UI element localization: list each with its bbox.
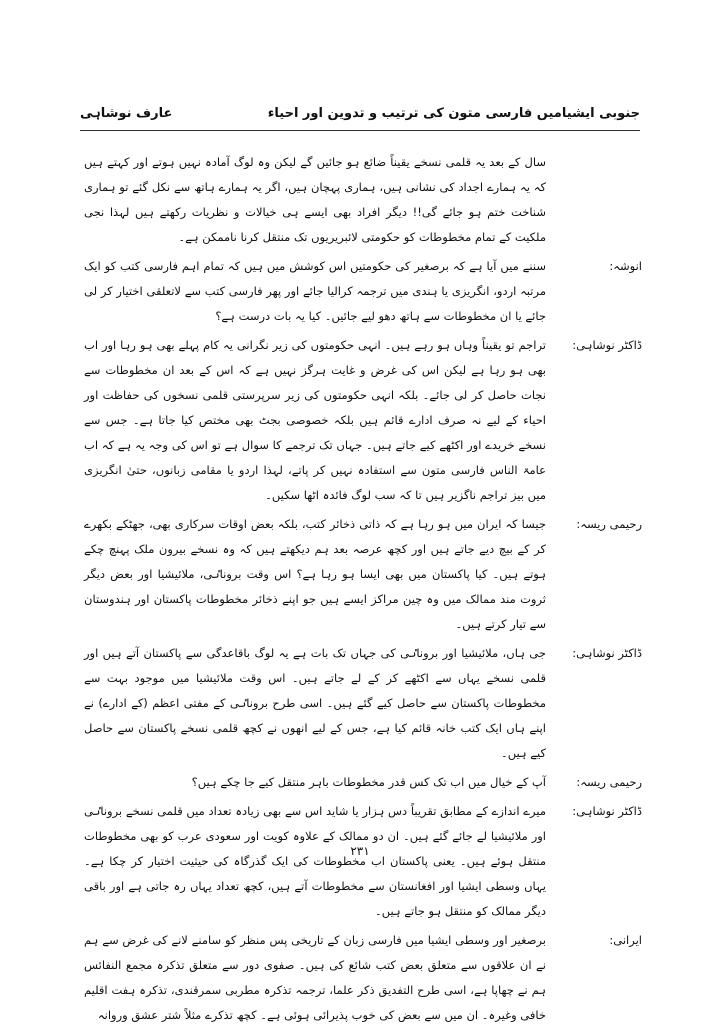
interview-entry	[84, 770, 642, 795]
paragraph-text: سال کے بعد یہ قلمی نسخے یقیناً ضائع ہو جائیں گے لیکن وہ لوگ آمادہ نہیں ہوتے اور کہتے ہیں کہ یہ ہمارے اجداد کی نشانی ہیں، ہماری پہچان ہیں، اگر یہ ہمارے ہاتھ سے نکل گئے تو ہماری شناخت ختم ہو جائے گی!! دیگر افراد بھی ایسے ہی خیالات و نظریات رکھتے ہیں لہذا نجی ملکیت کے تمام مخطوطات کو حکومتی لائبریریوں تک منتقل کرنا ناممکن ہے۔	[84, 155, 546, 244]
speaker-label: رحیمی ریسہ:	[576, 775, 642, 789]
running-title: جنوبی ایشیامیں فارسی متون کی ترتیب و تدوین اور احیاء	[267, 106, 640, 121]
interview-entry	[84, 928, 642, 1028]
paragraph-text: جی ہاں، ملائیشیا اور بروناٸی کی جہاں تک بات ہے یہ لوگ باقاعدگی سے پاکستان آتے ہیں اور قلمی نسخے یہاں سے اکٹھے کر کے لے جاتے ہیں۔ اس وقت ملائیشیا میں موجود بہت سے مخطوطات پاکستان سے حاصل کیے گئے ہیں۔ اسی طرح بروناٸی کے مفتی اعظم (کے ادارے) نے اپنے ہاں ایک کتب خانہ قائم کیا ہے، جس کے لیے انھوں نے کچھ قلمی نسخے پاکستان سے حاصل کیے ہیں۔	[84, 646, 546, 760]
speaker-label: رحیمی ریسہ:	[576, 517, 642, 531]
speaker-label: ڈاکٹر نوشاہی:	[572, 338, 642, 352]
interview-entry	[84, 799, 642, 924]
interview-entry	[84, 333, 642, 508]
paragraph-continuation	[84, 150, 642, 250]
header-rule	[80, 130, 640, 131]
running-author: عارف نوشاہی	[80, 106, 173, 121]
speaker-label: ڈاکٹر نوشاہی:	[572, 804, 642, 818]
speaker-label: ڈاکٹر نوشاہی:	[572, 646, 642, 660]
paragraph-text: میرے اندازے کے مطابق تقریباً دس ہزار یا شاید اس سے بھی زیادہ تعداد میں قلمی نسخے بروناٸی اور ملائیشیا لے جائے گئے ہیں۔ ان دو ممالک کے علاوہ کویت اور سعودی عرب کو بھی مخطوطات منتقل ہوئے ہیں۔ یعنی پاکستان اب مخطوطات کی ایک گذرگاہ کی حیثیت اختیار کر چکا ہے۔ یہاں وسطی ایشیا اور افغانستان سے مخطوطات آتے ہیں، کچھ تعداد یہاں رہ جاتی ہے اور باقی دیگر ممالک کو منتقل ہو جاتے ہیں۔	[84, 804, 546, 918]
interview-body	[84, 150, 642, 1032]
paragraph-text: برصغیر اور وسطی ایشیا میں فارسی زبان کے تاریخی پس منظر کو سامنے لانے کی غرض سے ہم نے ان علاقوں سے متعلق بعض کتب شائع کی ہیں۔ صفوی دور سے متعلق تذکرہ مجمع النفائس ہم نے چھاپا ہے، اسی طرح التفدیق ذکر علما، ترجمہ تذکرہ مطربی سمرقندی، تذکرہ ہفت اقلیم خافی وغیرہ۔ ان میں سے بعض کی خوب پذیرائی ہوئی ہے۔ کچھ تذکرے مثلاً شتر عشق وروانہ	[84, 933, 546, 1022]
speaker-label: ایرانی:	[609, 933, 642, 947]
paragraph-text: جیسا کہ ایران میں ہو رہا ہے کہ ذاتی ذخائر کتب، بلکہ بعض اوقات سرکاری بھی، جھٹکے بکھرے کر کے بیچ دیے جاتے ہیں اور کچھ عرصہ بعد ہم دیکھتے ہیں کہ وہ نسخے بیرون ملک پہنچ چکے ہوتے ہیں۔ کیا پاکستان میں بھی ایسا ہو رہا ہے؟ اس وقت بروناٸی، ملائیشیا اور بعض دیگر ثروت مند ممالک میں وہ چین مراکز ایسے ہیں جو اپنے ذخائر مخطوطات پاکستان اور ہندوستان سے تیار کرتے ہیں۔	[84, 517, 546, 631]
interview-entry	[84, 641, 642, 766]
interview-entry	[84, 512, 642, 637]
paragraph-text: آپ کے خیال میں اب تک کس قدر مخطوطات باہر منتقل کیے جا چکے ہیں؟	[191, 775, 546, 789]
page-number: ۲۳۱	[350, 844, 370, 858]
interview-entry	[84, 254, 642, 329]
speaker-label: انوشہ:	[609, 259, 642, 273]
paragraph-text: سننے میں آیا ہے کہ برصغیر کی حکومتیں اس کوشش میں ہیں کہ تمام اہم فارسی کتب کو ایک مرتبہ اردو، انگریزی یا ہندی میں ترجمہ کرالیا جائے اور پھر فارسی کتب سے لاتعلقی اختیار کر لی جائے یا ان مخطوطات سے ہاتھ دھو لیے جائیں۔ کیا یہ بات درست ہے؟	[84, 259, 546, 323]
paragraph-text: تراجم تو یقیناً وہاں ہو رہے ہیں۔ انہی حکومتوں کی زیر نگرانی یہ کام پہلے بھی ہو رہا اور اب بھی ہو رہا ہے لیکن اس کی غرض و غایت ہرگز نہیں ہے کہ اس کے بعد ان مخطوطات سے نجات حاصل کر لی جائے۔ بلکہ انہی حکومتوں کی زیر سرپرستی قلمی نسخوں کی حفاظت اور احیاء کے لیے نہ صرف ادارے قائم ہیں بلکہ خصوصی بجٹ بھی مختص کیا جاتا ہے۔ جس سے نسخے خریدے اور اکٹھے کیے جاتے ہیں۔ جہاں تک ترجمے کا سوال ہے تو اس کی وجہ یہ ہے کہ اب عامۃ الناس فارسی متون سے استفادہ نہیں کر پاتے، لہذا اردو یا مقامی زبانوں، حتیٰ انگریزی میں بیز تراجم ناگزیر ہیں تا کہ سب لوگ فائدہ اٹھا سکیں۔	[84, 338, 546, 502]
